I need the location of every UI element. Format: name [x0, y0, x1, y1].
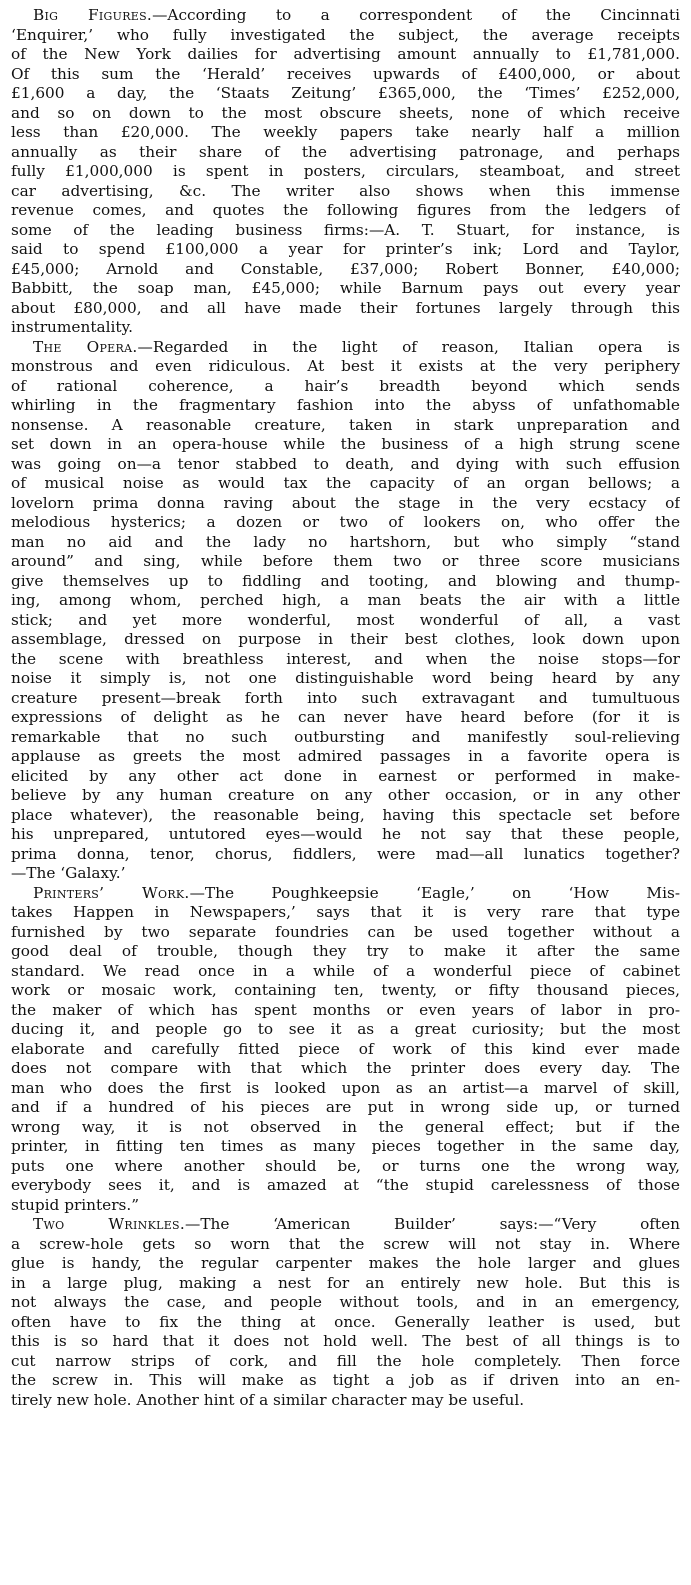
article: [11, 884, 680, 1216]
line-text: the scene with breathless interest, and when the noise stops—for: [11, 649, 680, 668]
text-line: [11, 338, 680, 358]
text-line: [11, 1332, 680, 1352]
text-line: [11, 806, 680, 826]
line-text: melodious hysterics; a dozen or two of lookers on, who offer the: [11, 513, 680, 531]
text-line: [11, 962, 680, 982]
line-text: set down in an opera-house while the business of a high strung scene: [11, 435, 680, 453]
line-text: about £80,000, and all have made their fortunes largely through this: [11, 298, 680, 317]
line-text: of musical noise as would tax the capacity of an organ bellows; a: [11, 474, 680, 492]
text-line: [11, 45, 680, 65]
text-line: [11, 1274, 680, 1294]
line-text: applause as greets the most admired passages in a favorite opera is: [11, 747, 680, 765]
line-text: does not compare with that which the printer does every day. The: [11, 1059, 680, 1077]
article-column: [11, 6, 680, 1410]
line-text: nonsense. A reasonable creature, taken in stark unpreparation and: [11, 415, 680, 434]
line-text: not always the case, and people without tools, and in an emergency,: [11, 1293, 680, 1311]
text-line: [11, 1215, 680, 1235]
text-line: [11, 377, 680, 397]
line-text: this is so hard that it does not hold well. The best of all things is to: [11, 1332, 680, 1350]
line-text: man who does the first is looked upon as an artist—a marvel of skill,: [11, 1078, 680, 1097]
line-text: £45,000; Arnold and Constable, £37,000; Robert Bonner, £40,000;: [11, 259, 680, 278]
article-heading: Two Wrinkles.: [33, 1215, 186, 1233]
text-line: [11, 1040, 680, 1060]
line-text: believe by any human creature on any other occasion, or in any other: [11, 786, 680, 804]
line-text: car advertising, &c. The writer also shows when this immense: [11, 181, 680, 200]
text-line: [11, 162, 680, 182]
text-line: [11, 260, 680, 280]
text-line: [11, 864, 680, 884]
line-text: man no aid and the lady no hartshorn, but who simply “stand: [11, 532, 680, 551]
line-text: remarkable that no such outbursting and manifestly soul-relieving: [11, 727, 680, 746]
text-line: [11, 396, 680, 416]
line-text: ducing it, and people go to see it as a great curiosity; but the most: [11, 1020, 680, 1038]
text-line: [11, 65, 680, 85]
article-heading: Printers’ Work.: [33, 883, 190, 902]
line-text: £1,600 a day, the ‘Staats Zeitung’ £365,000, the ‘Times’ £252,000,: [11, 84, 680, 102]
text-line: [11, 767, 680, 787]
text-line: [11, 416, 680, 436]
text-line: [11, 1137, 680, 1157]
text-line: [11, 1371, 680, 1391]
text-line: [11, 786, 680, 806]
text-line: [11, 747, 680, 767]
text-line: [11, 689, 680, 709]
text-line: [11, 240, 680, 260]
text-line: [11, 1020, 680, 1040]
line-text: —The ‘American Builder’ says:—“Very often: [185, 1215, 680, 1233]
line-text: expressions of delight as he can never have heard before (for it is: [11, 708, 680, 726]
text-line: [11, 494, 680, 514]
text-line: [11, 104, 680, 124]
line-text: the screw in. This will make as tight a job as if driven into an en-: [11, 1371, 680, 1389]
text-line: [11, 318, 680, 338]
line-text: elaborate and carefully fitted piece of work of this kind ever made: [11, 1039, 680, 1058]
line-text: tirely new hole. Another hint of a similar character may be useful.: [11, 1390, 525, 1409]
text-line: [11, 1079, 680, 1099]
article-heading: Big Figures.: [33, 6, 153, 24]
line-text: wrong way, it is not observed in the general effect; but if the: [11, 1117, 680, 1136]
line-text: give themselves up to fiddling and tooting, and blowing and thump-: [11, 571, 680, 590]
text-line: [11, 1098, 680, 1118]
line-text: place whatever), the reasonable being, having this spectacle set before: [11, 805, 680, 824]
text-line: [11, 942, 680, 962]
text-line: [11, 182, 680, 202]
line-text: whirling in the fragmentary fashion into the abyss of unfathomable: [11, 396, 680, 414]
text-line: [11, 708, 680, 728]
article: [11, 338, 680, 884]
text-line: [11, 1254, 680, 1274]
text-line: [11, 26, 680, 46]
line-text: prima donna, tenor, chorus, fiddlers, were mad—all lunatics together?: [11, 844, 680, 863]
line-text: ‘Enquirer,’ who fully investigated the subject, the average receipts: [11, 25, 680, 44]
line-text: around” and sing, while before them two or three score musicians: [11, 552, 680, 570]
text-line: [11, 357, 680, 377]
text-line: [11, 923, 680, 943]
line-text: ing, among whom, perched high, a man beats the air with a little: [11, 591, 680, 609]
line-text: his unprepared, untutored eyes—would he not say that these people,: [11, 825, 680, 843]
line-text: of the New York dailies for advertising amount annually to £1,781,000.: [11, 45, 680, 63]
text-line: [11, 669, 680, 689]
line-text: creature present—break forth into such extravagant and tumultuous: [11, 688, 680, 707]
line-text: revenue comes, and quotes the following figures from the ledgers of: [11, 201, 680, 219]
line-text: work or mosaic work, containing ten, twenty, or fifty thousand pieces,: [11, 981, 680, 999]
text-line: [11, 650, 680, 670]
text-line: [11, 221, 680, 241]
text-line: [11, 1196, 680, 1216]
text-line: [11, 884, 680, 904]
text-line: [11, 279, 680, 299]
text-line: [11, 1176, 680, 1196]
text-line: [11, 572, 680, 592]
line-text: said to spend £100,000 a year for printer’s ink; Lord and Taylor,: [11, 240, 680, 258]
line-text: annually as their share of the advertising patronage, and perhaps: [11, 142, 680, 161]
line-text: Babbitt, the soap man, £45,000; while Barnum pays out every year: [11, 279, 680, 297]
line-text: printer, in fitting ten times as many pieces together in the same day,: [11, 1137, 680, 1155]
line-text: glue is handy, the regular carpenter makes the hole larger and glues: [11, 1254, 680, 1272]
line-text: Of this sum the ‘Herald’ receives upwards of £400,000, or about: [11, 64, 680, 83]
text-line: [11, 435, 680, 455]
text-line: [11, 299, 680, 319]
line-text: was going on—a tenor stabbed to death, and dying with such effusion: [11, 454, 680, 473]
line-text: —The Poughkeepsie ‘Eagle,’ on ‘How Mis-: [189, 883, 680, 902]
text-line: [11, 903, 680, 923]
text-line: [11, 1391, 680, 1411]
line-text: and so on down to the most obscure sheets, none of which receive: [11, 103, 680, 122]
line-text: elicited by any other act done in earnest or performed in make-: [11, 766, 680, 785]
line-text: stupid printers.”: [11, 1195, 140, 1214]
line-text: cut narrow strips of cork, and fill the hole completely. Then force: [11, 1351, 680, 1370]
text-line: [11, 513, 680, 533]
text-line: [11, 455, 680, 475]
text-line: [11, 1157, 680, 1177]
text-line: [11, 1313, 680, 1333]
article: [11, 6, 680, 338]
article: [11, 1215, 680, 1410]
line-text: —Regarded in the light of reason, Italian opera is: [137, 337, 680, 356]
line-text: some of the leading business firms:—A. T. Stuart, for instance, is: [11, 220, 680, 239]
line-text: furnished by two separate foundries can be used together without a: [11, 922, 680, 941]
text-line: [11, 1118, 680, 1138]
line-text: puts one where another should be, or turns one the wrong way,: [11, 1156, 680, 1175]
line-text: in a large plug, making a nest for an entirely new hole. But this is: [11, 1273, 680, 1292]
text-line: [11, 591, 680, 611]
line-text: and if a hundred of his pieces are put in wrong side up, or turned: [11, 1098, 680, 1116]
line-text: good deal of trouble, though they try to make it after the same: [11, 942, 680, 960]
line-text: assemblage, dressed on purpose in their best clothes, look down upon: [11, 630, 680, 648]
text-line: [11, 845, 680, 865]
text-line: [11, 611, 680, 631]
line-text: everybody sees it, and is amazed at “the stupid carelessness of those: [11, 1176, 680, 1194]
text-line: [11, 981, 680, 1001]
text-line: [11, 1352, 680, 1372]
text-line: [11, 143, 680, 163]
text-line: [11, 552, 680, 572]
line-text: often have to fix the thing at once. Generally leather is used, but: [11, 1312, 680, 1331]
text-line: [11, 6, 680, 26]
text-line: [11, 1059, 680, 1079]
line-text: standard. We read once in a while of a wonderful piece of cabinet: [11, 961, 680, 980]
line-text: the maker of which has spent months or even years of labor in pro-: [11, 1000, 680, 1019]
text-line: [11, 474, 680, 494]
text-line: [11, 825, 680, 845]
text-line: [11, 123, 680, 143]
text-line: [11, 84, 680, 104]
line-text: of rational coherence, a hair’s breadth beyond which sends: [11, 376, 680, 395]
line-text: stick; and yet more wonderful, most wonderful of all, a vast: [11, 610, 680, 629]
line-text: monstrous and even ridiculous. At best it exists at the very periphery: [11, 357, 680, 375]
text-line: [11, 1235, 680, 1255]
article-heading: The Opera.: [33, 337, 138, 356]
line-text: less than £20,000. The weekly papers take nearly half a million: [11, 123, 680, 141]
line-text: instrumentality.: [11, 318, 133, 336]
line-text: —The ‘Galaxy.’: [11, 864, 126, 882]
line-text: noise it simply is, not one distinguishable word being heard by any: [11, 669, 680, 687]
text-line: [11, 630, 680, 650]
text-line: [11, 1001, 680, 1021]
text-line: [11, 533, 680, 553]
line-text: —According to a correspondent of the Cincinnati: [152, 6, 680, 24]
line-text: takes Happen in Newspapers,’ says that it is very rare that type: [11, 903, 680, 921]
line-text: fully £1,000,000 is spent in posters, circulars, steamboat, and street: [11, 162, 680, 180]
text-line: [11, 201, 680, 221]
line-text: lovelorn prima donna raving about the stage in the very ecstacy of: [11, 493, 680, 512]
text-line: [11, 728, 680, 748]
line-text: a screw-hole gets so worn that the screw will not stay in. Where: [11, 1234, 680, 1253]
text-line: [11, 1293, 680, 1313]
